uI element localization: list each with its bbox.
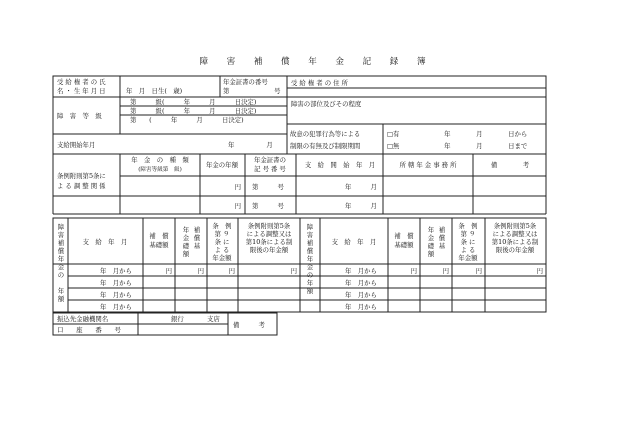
grade-row-3[interactable]: 第 ( 年 月 日決定) [130,116,244,124]
svg-text:限後の年金額: 限後の年金額 [249,246,289,254]
svg-text:基: 基 [193,242,201,250]
svg-text:限後の年金額: 限後の年金額 [495,246,535,254]
art9-header-right [458,221,478,262]
crime-restriction-label-line2: 制限の有無及び制限期間 [290,142,361,150]
crime-restriction-label-line1: 故意の犯罪行為等による [290,130,361,138]
pension-amount-side-label-left [58,222,65,303]
payment-rows-right [345,266,543,311]
svg-text:礎: 礎 [182,242,190,250]
svg-text:第10条による制: 第10条による制 [245,238,293,246]
svg-text:償: 償 [438,234,446,242]
yen-mark: 円 [165,267,172,275]
svg-text:金: 金 [182,234,190,242]
grade-row-2[interactable]: 第 級( 年 月 日決定) [130,107,257,115]
yen-mark: 円 [536,267,543,275]
svg-text:金: 金 [306,263,314,271]
pension-type-header-line2: (障害等級第 級) [138,167,182,173]
cert-code-number-2[interactable]: 第 号 [252,202,284,210]
bank-institution-label: 振込先金融機関名 [57,315,109,323]
cert-number-field[interactable]: 第 号 [223,87,281,95]
yen-mark: 円 [197,267,204,275]
start-month-header: 支 給 開 始 年 月 [304,161,376,169]
svg-text:障: 障 [57,223,65,231]
svg-text:条 に: 条 に [460,238,476,246]
annual-amount-yen-2: 円 [234,202,241,210]
svg-text:年: 年 [306,255,314,263]
svg-text:年金額: 年金額 [458,254,478,262]
adjustment-start-month[interactable]: 年 月 [345,183,377,191]
payment-row-from: 年 月から [100,303,132,311]
svg-text:よ る: よ る [214,246,230,254]
adjustment-label-line1: 条例附則第5条に [57,172,106,180]
svg-text:よ る: よ る [460,246,476,254]
svg-text:第 ９: 第 ９ [214,230,230,238]
payment-start-label: 支給開始年月 [57,141,96,149]
svg-text:条例附則第5条: 条例附則第5条 [247,222,291,230]
svg-text:第 ９: 第 ９ [460,230,476,238]
payment-row-from: 年 月から [345,279,377,287]
branch-name-suffix: 支店 [207,315,220,323]
svg-text:償: 償 [57,247,65,255]
annual-amount-header: 年金の年額 [206,161,238,169]
disability-grade-label: 障 害 等 級 [57,112,102,120]
svg-text:額: 額 [57,295,65,303]
yen-mark: 円 [410,267,417,275]
recipient-name-label-line1: 受 給 権 者 の 氏 [57,78,106,86]
svg-text:償: 償 [193,234,201,242]
payment-month-header-left: 支 給 年 月 [82,238,128,246]
pension-type-header-line1: 年 金 の 種 類 [131,156,189,164]
art9-header-left [212,221,232,262]
cert-code-header-line2: 記 号 番 号 [254,165,286,173]
svg-text:年: 年 [306,279,314,287]
svg-text:第10条による制: 第10条による制 [491,238,539,246]
adjusted-header-left [246,221,293,254]
svg-text:年: 年 [57,255,65,263]
svg-text:条 に: 条 に [214,238,230,246]
svg-text:害: 害 [306,231,314,239]
adjustment-start-month-2[interactable]: 年 月 [345,202,377,210]
address-label: 受 給 権 者 の 住 所 [291,79,348,87]
restriction-no-checkbox[interactable]: □無 年 月 日まで [387,142,528,150]
bank-remarks-label: 備 考 [233,321,265,329]
svg-text:年金額: 年金額 [212,254,232,262]
cert-number-label: 年金証書の番号 [223,78,268,86]
recipient-name-label-line2: 名 ・ 生 年 月 日 [57,87,106,95]
grade-row-1[interactable]: 第 級( 年 月 日決定) [130,98,257,106]
svg-text:償: 償 [306,247,314,255]
pension-base-header-right [428,225,446,258]
account-number-label: 口 座 番 号 [57,326,121,334]
comp-base-header-right-1: 補 償 [394,232,414,240]
svg-text:礎: 礎 [427,242,435,250]
payment-row-from: 年 月から [345,291,377,299]
payment-rows-left [100,266,297,311]
payment-month-header-right: 支 給 年 月 [331,238,377,246]
adjustment-second-row-grid [53,196,546,214]
comp-base-header-left-2: 基礎額 [149,241,169,249]
disability-site-label: 障害の部位及びその程度 [291,100,362,108]
yen-mark: 円 [475,267,482,275]
yen-mark: 円 [442,267,449,275]
svg-text:額: 額 [306,287,314,295]
svg-text:基: 基 [438,242,446,250]
cert-code-header-line1: 年金証書の [254,156,286,164]
svg-text:年: 年 [427,226,435,234]
payment-row-from: 年 月から [345,303,377,311]
comp-base-header-left-1: 補 償 [149,232,169,240]
payment-start-field[interactable]: 年 月 [228,141,273,149]
svg-text:年: 年 [57,287,65,295]
payment-row-from: 年 月から [100,291,132,299]
pension-office-header: 所 轄 年 金 事 務 所 [399,161,457,169]
birth-date-field[interactable]: 年 月 日生( 歳) [126,87,183,95]
svg-text:額: 額 [427,250,435,258]
svg-text:補: 補 [193,226,201,234]
adjustment-label-line2: よ る 調 整 関 係 [57,182,106,190]
annual-amount-yen: 円 [234,183,241,191]
svg-text:の: の [57,271,65,279]
payment-row-from: 年 月から [345,267,377,275]
svg-text:補: 補 [438,226,446,234]
svg-text:による調整又は: による調整又は [492,230,538,238]
svg-text:障: 障 [306,223,314,231]
pension-amount-side-label-right [307,222,314,295]
form-title: 障 害 補 償 年 金 記 録 簿 [199,57,431,67]
adjusted-header-right [492,221,539,254]
svg-text:の: の [306,271,314,279]
svg-text:金: 金 [57,263,65,271]
svg-text:額: 額 [182,250,190,258]
remarks-header: 備 考 [490,161,530,169]
svg-text:害: 害 [57,231,65,239]
yen-mark: 円 [290,267,297,275]
svg-text:による調整又は: による調整又は [246,230,292,238]
pension-base-header-left [183,225,201,258]
yen-mark: 円 [228,267,235,275]
svg-text:条例附則第5条: 条例附則第5条 [493,222,537,230]
svg-text:条 例: 条 例 [212,222,232,230]
svg-text:条 例: 条 例 [458,222,478,230]
restriction-yes-checkbox[interactable]: □有 年 月 日から [387,130,528,138]
comp-base-header-right-2: 基礎額 [394,241,414,249]
payment-row-from: 年 月から [100,267,132,275]
payment-row-from: 年 月から [100,279,132,287]
svg-text:年: 年 [182,226,190,234]
bank-name-suffix: 銀行 [171,315,184,323]
svg-text:補: 補 [57,239,65,247]
cert-code-number[interactable]: 第 号 [252,183,284,191]
svg-text:補: 補 [306,239,314,247]
svg-text:金: 金 [427,234,435,242]
